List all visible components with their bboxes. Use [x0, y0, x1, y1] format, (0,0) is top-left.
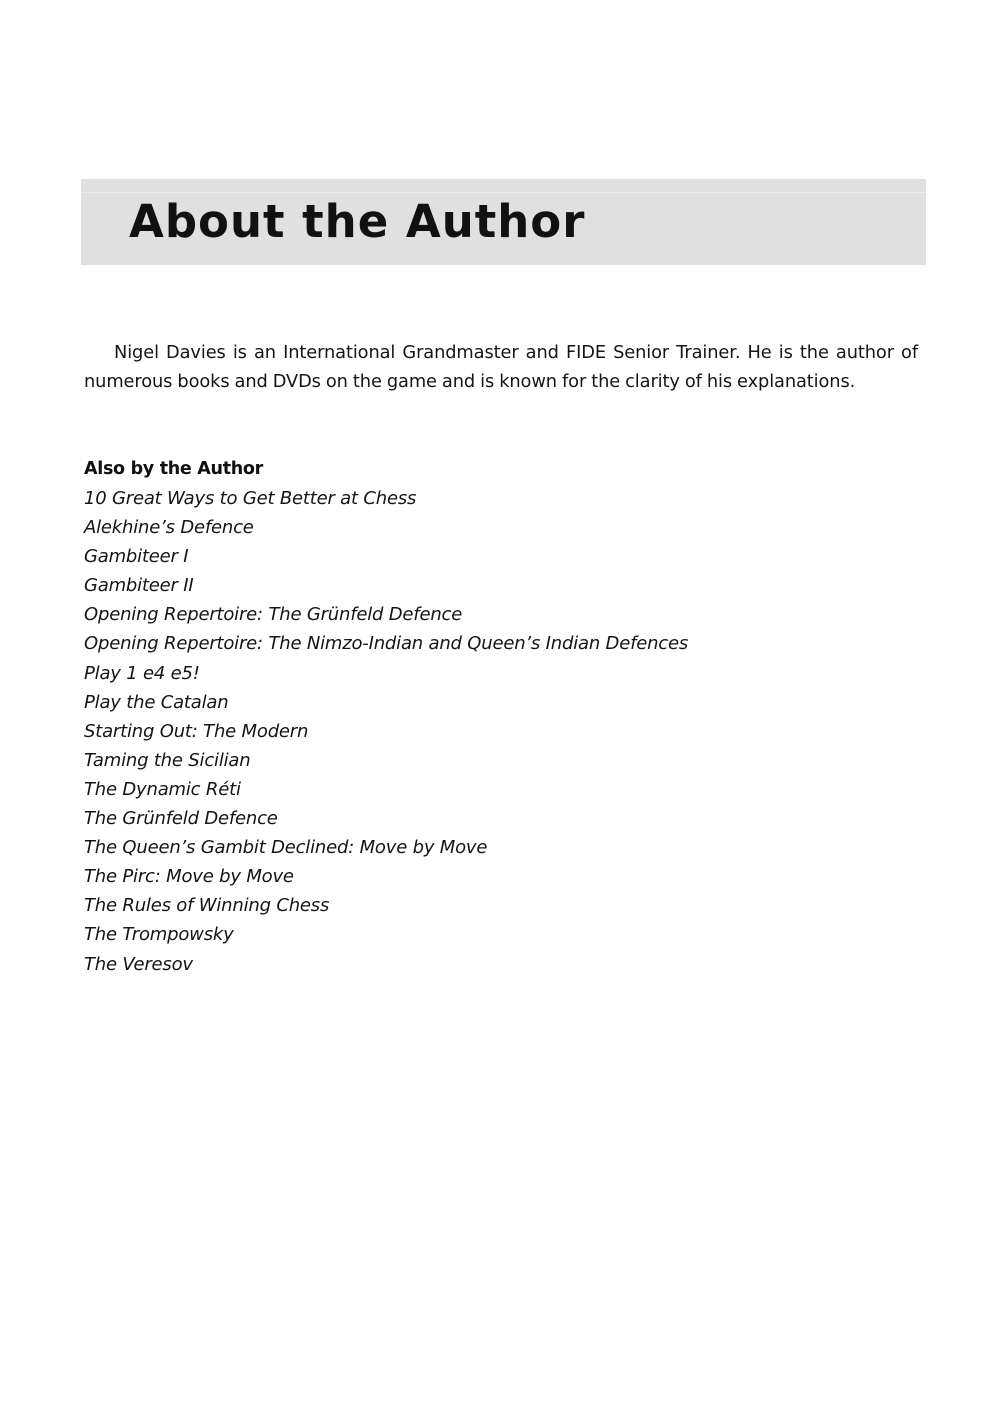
book-list — [84, 484, 688, 979]
book-title: The Grünfeld Defence — [84, 808, 278, 830]
book-title: The Dynamic Réti — [84, 778, 241, 800]
book-title: Alekhine’s Defence — [84, 517, 254, 539]
book-title: The Pirc: Move by Move — [84, 866, 294, 888]
page-title: About the Author — [129, 195, 586, 248]
also-by-author-heading: Also by the Author — [84, 459, 263, 479]
book-title: The Rules of Winning Chess — [84, 895, 330, 917]
book-title: Opening Repertoire: The Grünfeld Defence — [84, 604, 463, 626]
book-title: The Trompowsky — [84, 924, 234, 946]
book-title: Gambiteer II — [84, 575, 194, 597]
book-title: Gambiteer I — [84, 546, 189, 568]
title-band — [81, 179, 926, 265]
book-title: 10 Great Ways to Get Better at Chess — [84, 488, 417, 509]
book-title: Opening Repertoire: The Nimzo-Indian and Queen’s Indian Defences — [84, 633, 689, 655]
book-title: Starting Out: The Modern — [84, 720, 309, 742]
author-bio: Nigel Davies is an International Grandmaster and FIDE Senior Trainer. He is the author of numerous books and DVDs on the game and is known for the clarity of his explanations. — [84, 342, 918, 392]
book-title: Play the Catalan — [84, 691, 229, 713]
book-title: The Queen’s Gambit Declined: Move by Move — [84, 837, 488, 859]
book-title: Taming the Sicilian — [84, 749, 251, 771]
book-title: The Veresov — [84, 953, 193, 975]
book-title: Play 1 e4 e5! — [84, 662, 200, 684]
